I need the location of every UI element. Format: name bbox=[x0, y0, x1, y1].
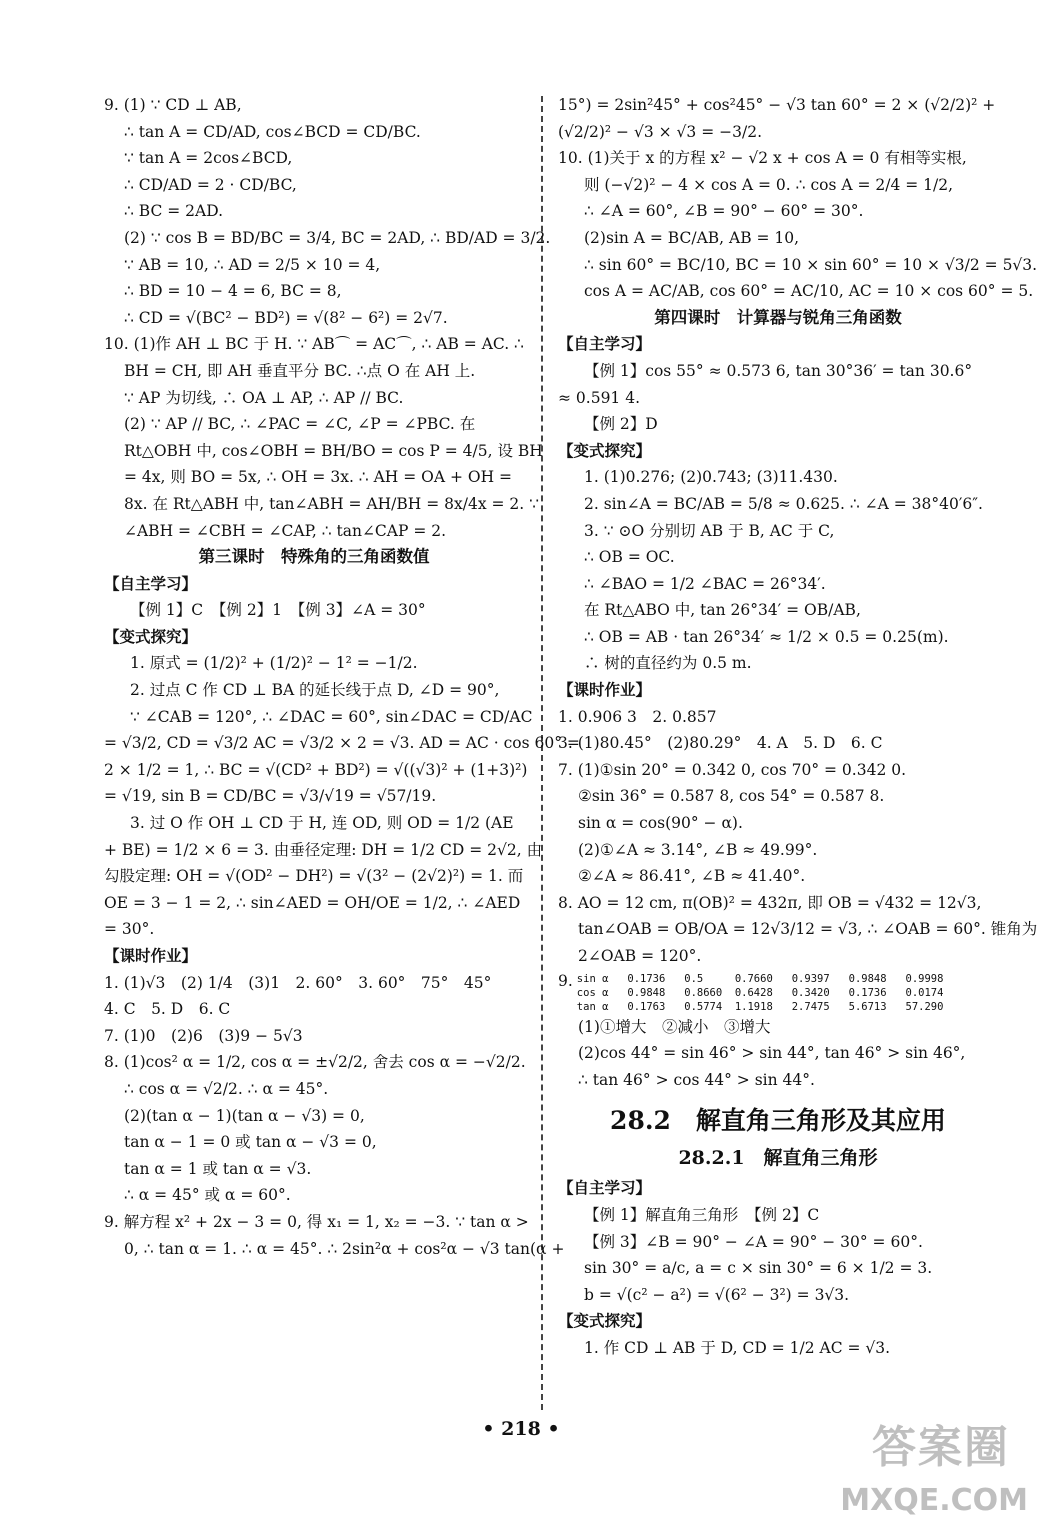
text-line: OE = 3 − 1 = 2, ∴ sin∠AED = OH/OE = 1/2, ∴ ∠AED bbox=[104, 893, 521, 912]
text-line: 10. (1)作 AH ⊥ BC 于 H. ∵ AB⌒ = AC⌒, ∴ AB = AC. ∴ bbox=[104, 335, 524, 354]
text-line: 7. (1)0 (2)6 (3)9 − 5√3 bbox=[104, 1026, 303, 1045]
left-column bbox=[104, 92, 580, 1262]
text-line: sin α = cos(90° − α). bbox=[578, 814, 743, 833]
text-line: 【例 3】∠B = 90° − ∠A = 90° − 30° = 60°. bbox=[584, 1232, 923, 1251]
text-line: (2) ∵ cos B = BD/BC = 3/4, BC = 2AD, ∴ BD/AD = 3/2. bbox=[124, 228, 551, 247]
text-line: ∴ tan A = CD/AD, cos∠BCD = CD/BC. bbox=[124, 122, 421, 141]
right-column bbox=[558, 92, 1038, 1362]
text-line: ∴ tan 46° > cos 44° > sin 44°. bbox=[578, 1070, 815, 1089]
text-line: 【例 1】cos 55° ≈ 0.573 6, tan 30°36′ = tan 30.6° bbox=[584, 361, 973, 380]
text-line: ∴ 树的直径约为 0.5 m. bbox=[584, 654, 752, 673]
text-line: (2)①∠A ≈ 3.14°, ∠B ≈ 49.99°. bbox=[578, 840, 818, 859]
text-line: ∵ ∠CAB = 120°, ∴ ∠DAC = 60°, sin∠DAC = CD/AC bbox=[130, 707, 533, 726]
text-line: ∴ OB = OC. bbox=[584, 548, 675, 567]
text-line: 2. 过点 C 作 CD ⊥ BA 的延长线于点 D, ∠D = 90°, bbox=[130, 681, 500, 700]
text-line: 10. (1)关于 x 的方程 x² − √2 x + cos A = 0 有相等实根, bbox=[558, 149, 967, 168]
text-line: b = √(c² − a²) = √(6² − 3²) = 3√3. bbox=[584, 1285, 850, 1304]
text-line: ∴ BC = 2AD. bbox=[124, 202, 224, 221]
text-line: 【自主学习】 bbox=[558, 1178, 652, 1198]
text-line: 15°) = 2sin²45° + cos²45° − √3 tan 60° = 2 × (√2/2)² + bbox=[558, 96, 996, 114]
subsection-title: 28.2.1 解直角三角形 bbox=[678, 1147, 878, 1170]
text-line: 【课时作业】 bbox=[104, 946, 198, 965]
text-line: ∴ cos α = √2/2. ∴ α = 45°. bbox=[124, 1079, 329, 1098]
table-label: 9. bbox=[558, 971, 573, 990]
text-line: ∵ tan A = 2cos∠BCD, bbox=[124, 149, 293, 168]
text-line: ∵ AP 为切线, ∴ OA ⊥ AP, ∴ AP // BC. bbox=[124, 388, 404, 407]
text-line: 8. (1)cos² α = 1/2, cos α = ±√2/2, 舍去 cos α = −√2/2. bbox=[104, 1053, 526, 1072]
text-line: sin 30° = a/c, a = c × sin 30° = 6 × 1/2 = 3. bbox=[584, 1259, 933, 1278]
text-line: = 30°. bbox=[104, 920, 155, 939]
watermark-logo bbox=[840, 1407, 1028, 1522]
watermark-bottom: MXQE.COM bbox=[840, 1483, 1028, 1518]
text-line: 8. AO = 12 cm, π(OB)² = 432π, 即 OB = √432 = 12√3, bbox=[558, 893, 982, 912]
text-line: = √19, sin B = CD/BC = √3/√19 = √57/19. bbox=[104, 787, 437, 806]
text-line: (2)cos 44° = sin 46° > sin 44°, tan 46° > sin 46°, bbox=[578, 1044, 966, 1063]
text-line: tan∠OAB = OB/OA = 12√3/12 = √3, ∴ ∠OAB = 60°. 锥角为 bbox=[578, 920, 1038, 939]
text-line: ∴ CD/AD = 2 · CD/BC, bbox=[124, 175, 297, 194]
text-line: (1)①增大 ②减小 ③增大 bbox=[578, 1017, 771, 1036]
text-line: 【例 2】D bbox=[584, 415, 658, 434]
text-line: ∴ BD = 10 − 4 = 6, BC = 8, bbox=[124, 282, 342, 301]
text-line: 8x. 在 Rt△ABH 中, tan∠ABH = AH/BH = 8x/4x = 2. ∵ bbox=[124, 494, 539, 513]
text-line: 1. 0.906 3 2. 0.857 bbox=[558, 707, 717, 726]
table-block bbox=[558, 972, 998, 1014]
right-column-part-1 bbox=[558, 92, 1038, 970]
text-line: 第四课时 计算器与锐角三角函数 bbox=[654, 307, 902, 327]
section-title: 28.2 解直角三角形及其应用 bbox=[610, 1106, 946, 1136]
text-line: (2)sin A = BC/AB, AB = 10, bbox=[584, 228, 800, 247]
text-line: ∴ ∠BAO = 1/2 ∠BAC = 26°34′. bbox=[584, 574, 826, 593]
text-line: 【变式探究】 bbox=[104, 626, 198, 646]
text-line: cos A = AC/AB, cos 60° = AC/10, AC = 10 × cos 60° = 5. bbox=[584, 282, 1034, 301]
text-line: + BE) = 1/2 × 6 = 3. 由垂径定理: DH = 1/2 CD = 2√2, 由 bbox=[104, 840, 543, 859]
text-line: 【变式探究】 bbox=[558, 440, 652, 460]
text-line: 2. sin∠A = BC/AB = 5/8 ≈ 0.625. ∴ ∠A = 38°40′6″. bbox=[584, 494, 983, 513]
text-line: (2)(tan α − 1)(tan α − √3) = 0, bbox=[124, 1106, 365, 1125]
table-row: cos α 0.9848 0.8660 0.6428 0.3420 0.1736 0.0174 bbox=[576, 986, 944, 999]
text-line: 4. C 5. D 6. C bbox=[104, 1000, 231, 1019]
text-line: ∠ABH = ∠CBH = ∠CAP, ∴ tan∠CAP = 2. bbox=[124, 521, 447, 540]
text-line: 则 (−√2)² − 4 × cos A = 0. ∴ cos A = 2/4 = 1/2, bbox=[584, 175, 954, 194]
trig-table bbox=[577, 972, 944, 1014]
text-line: 7. (1)①sin 20° = 0.342 0, cos 70° = 0.342 0. bbox=[558, 760, 907, 779]
watermark-top: 答案圈 bbox=[872, 1422, 1010, 1473]
text-line: ∴ CD = √(BC² − BD²) = √(8² − 6²) = 2√7. bbox=[124, 308, 448, 327]
text-line: 第三课时 特殊角的三角函数值 bbox=[198, 547, 430, 567]
text-line: ∵ AB = 10, ∴ AD = 2/5 × 10 = 4, bbox=[124, 255, 381, 274]
right-column-part-2 bbox=[558, 1014, 998, 1094]
text-line: (√2/2)² − √3 × √3 = −3/2. bbox=[558, 122, 762, 141]
text-line: 2 × 1/2 = 1, ∴ BC = √(CD² + BD²) = √((√3)² + (1+3)²) bbox=[104, 760, 528, 779]
text-line: 【课时作业】 bbox=[558, 680, 652, 700]
text-line: tan α − 1 = 0 或 tan α − √3 = 0, bbox=[124, 1133, 377, 1152]
text-line: 3. ∵ ⊙O 分别切 AB 于 B, AC 于 C, bbox=[584, 521, 835, 540]
text-line: 3. 过 O 作 OH ⊥ CD 于 H, 连 OD, 则 OD = 1/2 (AE bbox=[130, 814, 514, 833]
text-line: Rt△OBH 中, cos∠OBH = BH/BO = cos P = 4/5, 设 BH bbox=[124, 441, 543, 460]
text-line: 9. 解方程 x² + 2x − 3 = 0, 得 x₁ = 1, x₂ = −3. ∵ tan α > bbox=[104, 1212, 529, 1231]
text-line: ②∠A ≈ 86.41°, ∠B ≈ 41.40°. bbox=[578, 867, 806, 886]
text-line: 1. (1)√3 (2) 1/4 (3)1 2. 60° 3. 60° 75° 45° bbox=[104, 973, 492, 992]
text-line: ∴ sin 60° = BC/10, BC = 10 × sin 60° = 10 × √3/2 = 5√3. bbox=[584, 255, 1038, 274]
text-line: 1. 原式 = (1/2)² + (1/2)² − 1² = −1/2. bbox=[130, 654, 418, 673]
text-line: ②sin 36° = 0.587 8, cos 54° = 0.587 8. bbox=[578, 787, 885, 806]
text-line: 【变式探究】 bbox=[558, 1311, 652, 1331]
right-column-part-3 bbox=[558, 1175, 998, 1361]
text-line: ∴ α = 45° 或 α = 60°. bbox=[124, 1186, 291, 1205]
table-row: sin α 0.1736 0.5 0.7660 0.9397 0.9848 0.9998 bbox=[576, 972, 944, 985]
text-line: 【例 1】解直角三角形 【例 2】C bbox=[584, 1205, 820, 1224]
text-line: 勾股定理: OH = √(OD² − DH²) = √(3² − (2√2)²) = 1. 而 bbox=[104, 867, 524, 886]
text-line: 在 Rt△ABO 中, tan 26°34′ = OB/AB, bbox=[584, 601, 861, 620]
table-row: tan α 0.1763 0.5774 1.1918 2.7475 5.6713 57.290 bbox=[576, 1000, 944, 1013]
page-number: • 218 • bbox=[482, 1418, 560, 1440]
column-divider bbox=[541, 96, 543, 1410]
text-line: 1. (1)0.276; (2)0.743; (3)11.430. bbox=[584, 468, 838, 487]
text-line: = √3/2, CD = √3/2 AC = √3/2 × 2 = √3. AD = AC · cos 60° = bbox=[104, 734, 580, 753]
text-line: 【自主学习】 bbox=[104, 573, 198, 593]
text-line: = 4x, 则 BO = 5x, ∴ OH = 3x. ∴ AH = OA + OH = bbox=[124, 468, 513, 487]
text-line: 【自主学习】 bbox=[558, 334, 652, 354]
text-line: ≈ 0.591 4. bbox=[558, 388, 641, 407]
text-line: tan α = 1 或 tan α = √3. bbox=[124, 1159, 312, 1178]
text-line: 3. (1)80.45° (2)80.29° 4. A 5. D 6. C bbox=[558, 734, 883, 753]
text-line: ∴ ∠A = 60°, ∠B = 90° − 60° = 30°. bbox=[584, 202, 864, 221]
text-line: 0, ∴ tan α = 1. ∴ α = 45°. ∴ 2sin²α + cos²α − √3 tan(α + bbox=[124, 1239, 565, 1258]
text-line: 【例 1】C 【例 2】1 【例 3】∠A = 30° bbox=[130, 601, 426, 620]
text-line: (2) ∵ AP // BC, ∴ ∠PAC = ∠C, ∠P = ∠PBC. 在 bbox=[124, 415, 476, 434]
text-line: BH = CH, 即 AH 垂直平分 BC. ∴点 O 在 AH 上. bbox=[124, 361, 476, 380]
text-line: 2∠OAB = 120°. bbox=[578, 947, 702, 965]
text-line: 1. 作 CD ⊥ AB 于 D, CD = 1/2 AC = √3. bbox=[584, 1338, 891, 1357]
text-line: 9. (1) ∵ CD ⊥ AB, bbox=[104, 96, 242, 114]
text-line: ∴ OB = AB · tan 26°34′ ≈ 1/2 × 0.5 = 0.25(m). bbox=[584, 627, 949, 646]
